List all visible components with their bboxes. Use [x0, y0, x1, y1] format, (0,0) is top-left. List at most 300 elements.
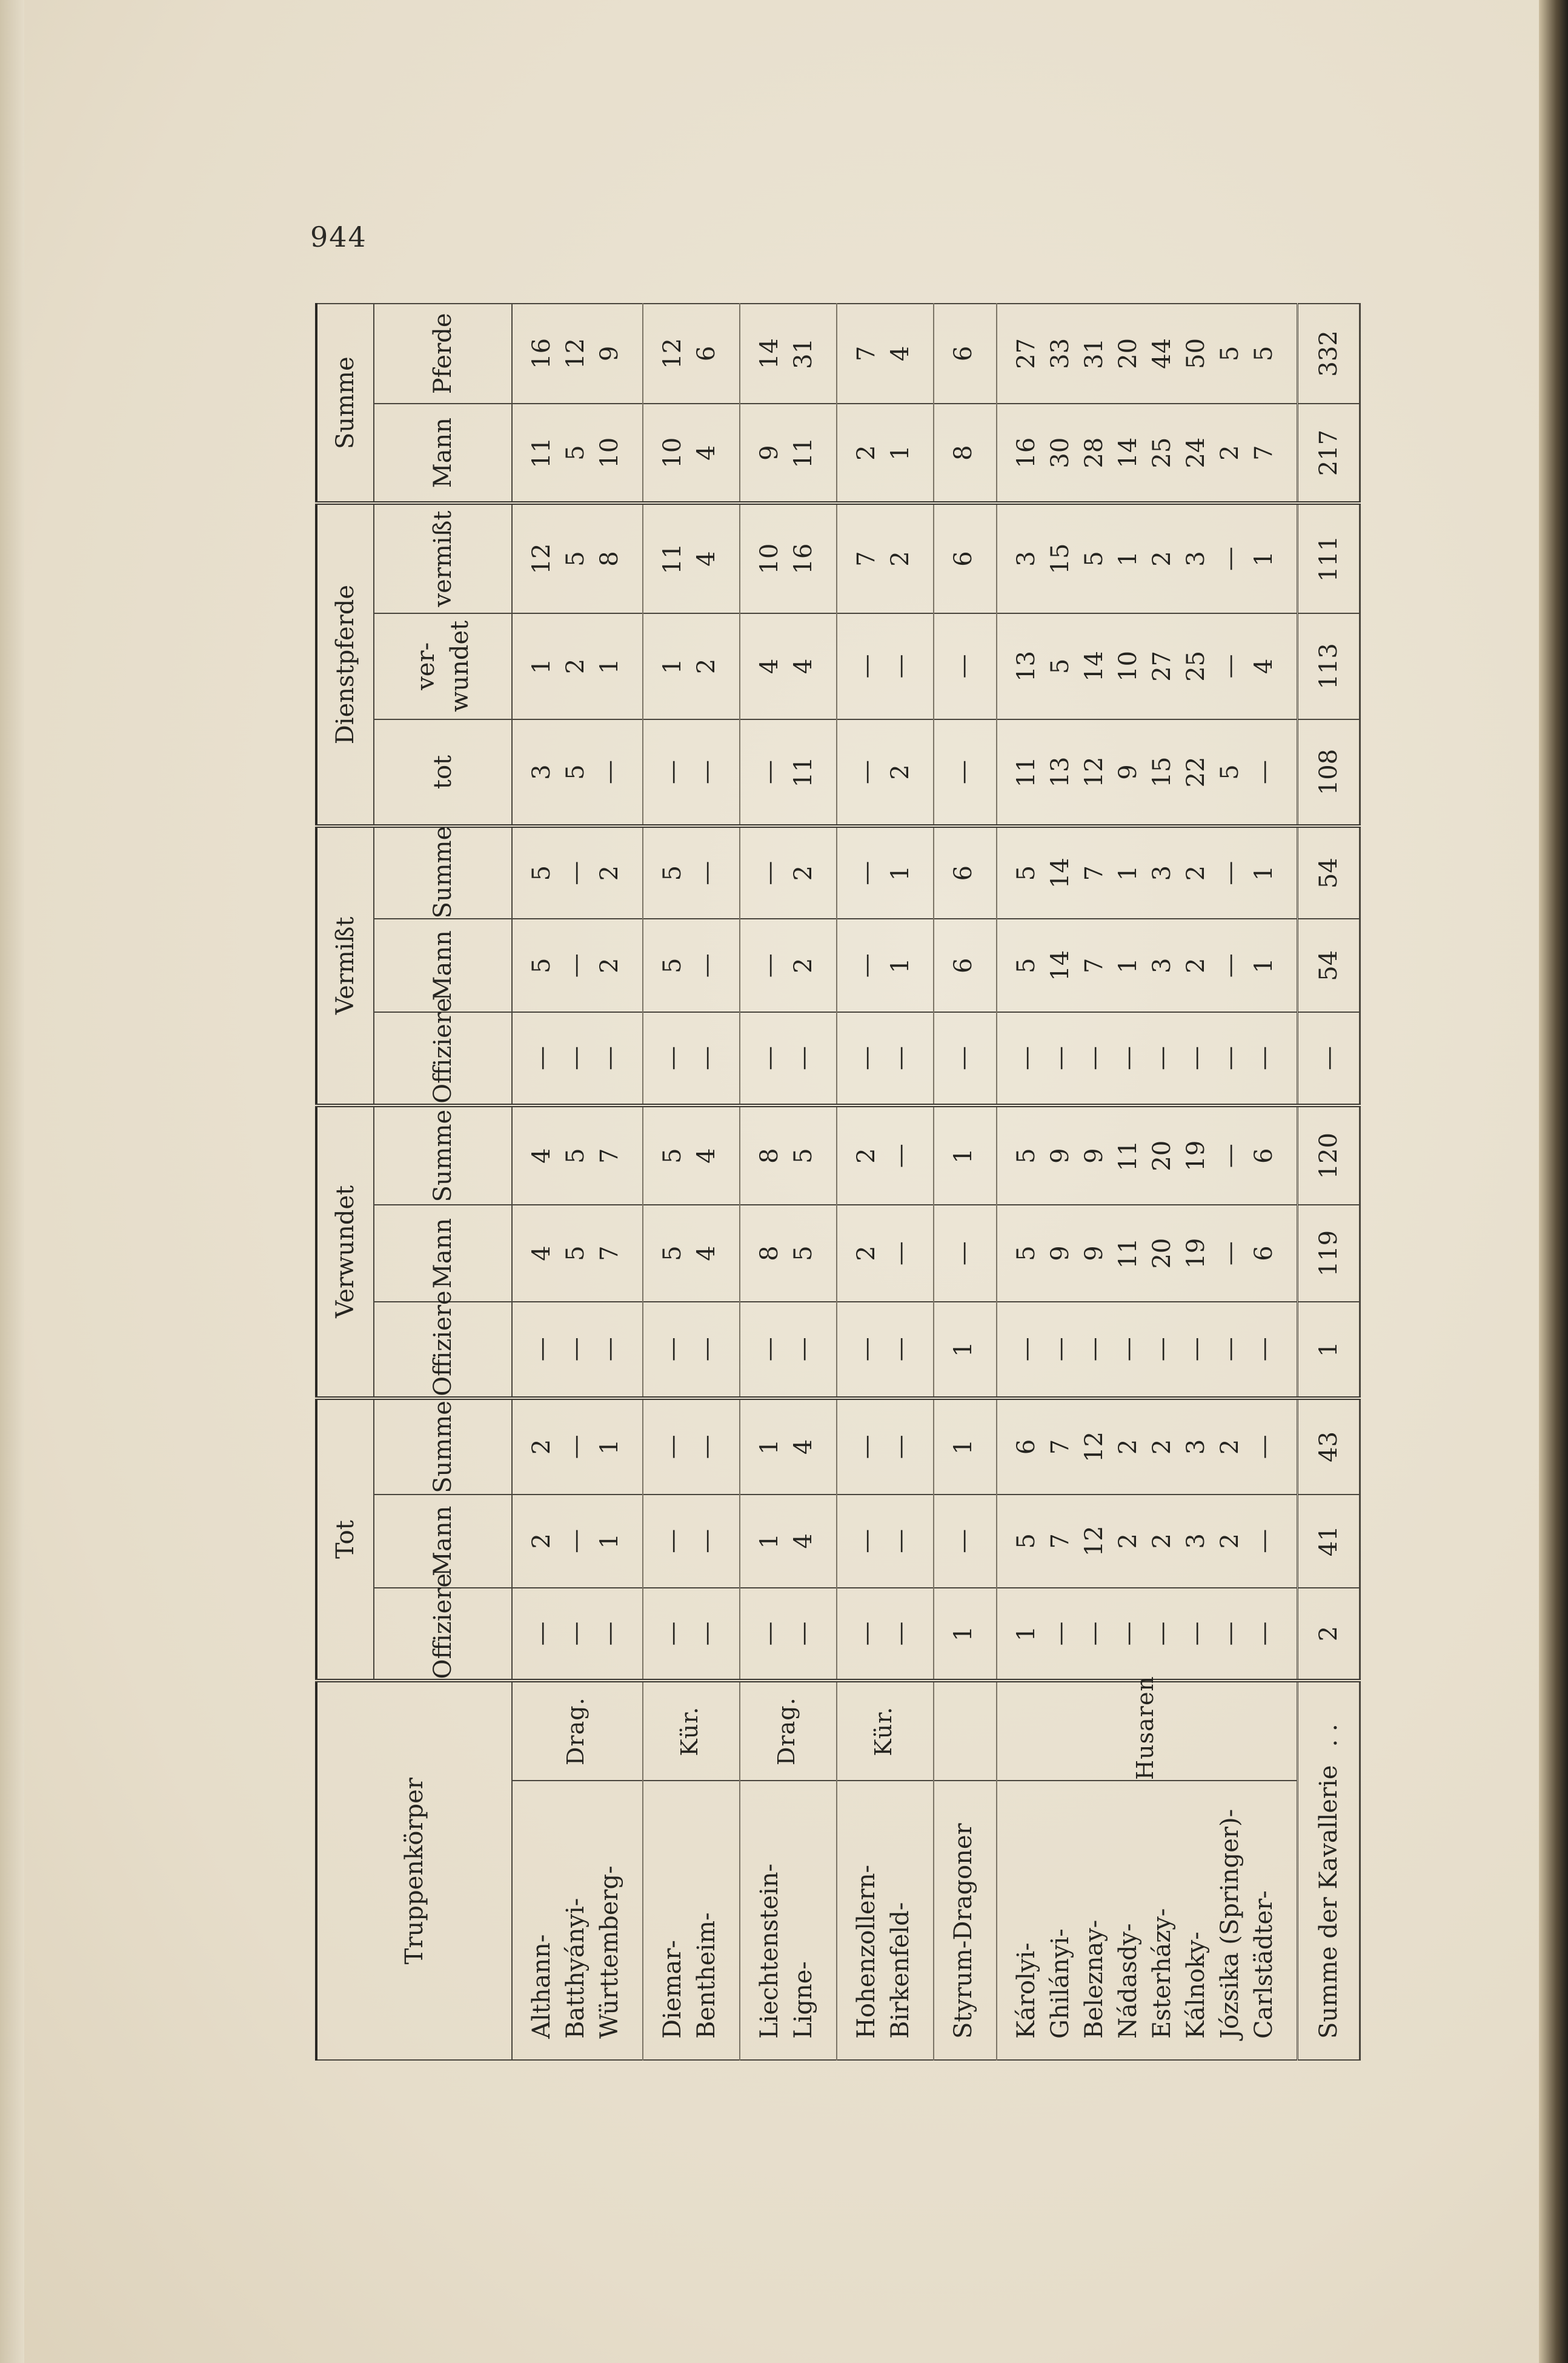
- cell-value: 15: [1046, 543, 1074, 575]
- cell-value: —: [1046, 1045, 1074, 1070]
- value-cell: [643, 719, 740, 826]
- cell-value: 2: [886, 551, 914, 567]
- value-cell: [934, 613, 997, 720]
- cell-value: 2: [1216, 445, 1244, 461]
- value-cell: [740, 304, 837, 404]
- value-cell: [934, 1205, 997, 1301]
- cell-value: —: [1250, 759, 1278, 784]
- header-truppenkoerper: Truppenkörper: [316, 1681, 512, 2060]
- cell-value: 14: [1046, 950, 1074, 981]
- cell-value: —: [1216, 1241, 1244, 1266]
- cell-value: 7: [1080, 958, 1108, 974]
- total-value: 332: [1298, 304, 1360, 404]
- cell-value: 5: [562, 445, 590, 461]
- value-cell: [740, 1012, 837, 1105]
- cell-value: 12: [1080, 756, 1108, 788]
- cell-value: 2: [852, 1245, 880, 1261]
- cell-value: —: [886, 1337, 914, 1362]
- cell-value: —: [949, 654, 977, 679]
- cell-value: 14: [1114, 437, 1142, 468]
- total-row: [1298, 304, 1360, 2060]
- value-cell: [837, 304, 934, 404]
- value-cell: [837, 826, 934, 919]
- cell-value: 12: [528, 543, 556, 575]
- cell-value: 20: [1114, 338, 1142, 369]
- cell-value: 25: [1182, 650, 1210, 682]
- cell-value: 1: [949, 1439, 977, 1455]
- cell-value: 11: [789, 437, 817, 468]
- cell-value: —: [756, 953, 783, 978]
- table-row: [643, 304, 740, 2060]
- cell-value: 3: [1182, 1533, 1210, 1549]
- value-cell: [740, 1205, 837, 1301]
- cell-value: 8: [756, 1148, 783, 1164]
- unit-type: Kür.: [837, 1681, 934, 1781]
- cell-value: 2: [1182, 958, 1210, 974]
- header-dp-verwundet: ver- wundet: [374, 613, 512, 720]
- cell-value: 3: [1012, 551, 1040, 567]
- cell-value: 33: [1046, 338, 1074, 369]
- cell-value: 5: [659, 958, 686, 974]
- cell-value: —: [1148, 1337, 1176, 1362]
- total-dots: . .: [1315, 1724, 1343, 1747]
- header-dienstpferde: Dienstpferde: [316, 503, 374, 825]
- total-value: 2: [1298, 1588, 1360, 1681]
- value-cell: [837, 719, 934, 826]
- cell-value: —: [1080, 1337, 1108, 1362]
- cell-value: —: [886, 654, 914, 679]
- cell-value: 6: [949, 551, 977, 567]
- cell-value: —: [949, 759, 977, 784]
- cell-value: 6: [949, 958, 977, 974]
- cell-value: —: [659, 1528, 686, 1553]
- cell-value: —: [756, 861, 783, 885]
- total-value: 54: [1298, 919, 1360, 1012]
- cell-value: —: [596, 1337, 623, 1362]
- cell-value: 5: [562, 551, 590, 567]
- value-cell: [997, 1012, 1298, 1105]
- cell-value: 5: [528, 958, 556, 974]
- cell-value: 6: [949, 345, 977, 362]
- value-cell: [934, 1495, 997, 1588]
- total-value: 217: [1298, 404, 1360, 504]
- cell-value: 5: [659, 865, 686, 881]
- cell-value: —: [1250, 1435, 1278, 1459]
- total-value: 1: [1298, 1302, 1360, 1398]
- cell-value: —: [949, 1241, 977, 1266]
- cell-value: 6: [1250, 1148, 1278, 1164]
- cell-value: 7: [852, 551, 880, 567]
- header-verwundet-mann: Mann: [374, 1205, 512, 1301]
- value-cell: [934, 719, 997, 826]
- cell-value: 5: [1216, 345, 1244, 362]
- value-cell: [512, 304, 643, 404]
- header-tot-mann: Mann: [374, 1495, 512, 1588]
- cell-value: —: [886, 1528, 914, 1553]
- cell-value: —: [852, 654, 880, 679]
- cell-value: 9: [1046, 1148, 1074, 1164]
- cell-value: 31: [1080, 338, 1108, 369]
- cell-value: 6: [949, 865, 977, 881]
- value-cell: [997, 613, 1298, 720]
- unit-name: Carlstädter-: [1250, 1890, 1278, 2039]
- value-cell: [643, 826, 740, 919]
- cell-value: 1: [1250, 551, 1278, 567]
- cell-value: 2: [1182, 865, 1210, 881]
- table-row: [512, 304, 643, 2060]
- value-cell: [740, 1302, 837, 1398]
- cell-value: —: [886, 1045, 914, 1070]
- value-cell: [643, 304, 740, 404]
- value-cell: [934, 1105, 997, 1205]
- cell-value: 1: [528, 658, 556, 675]
- cell-value: —: [528, 1045, 556, 1070]
- cell-value: 5: [1250, 345, 1278, 362]
- cell-value: 11: [528, 437, 556, 468]
- value-cell: [997, 404, 1298, 504]
- cell-value: —: [693, 953, 720, 978]
- value-cell: [837, 1012, 934, 1105]
- value-cell: [837, 1588, 934, 1681]
- header-verwundet-summe: Summe: [374, 1105, 512, 1205]
- unit-name: Kálnoky-: [1182, 1931, 1210, 2039]
- unit-name: Birkenfeld-: [886, 1902, 914, 2039]
- unit-names: [512, 1781, 643, 2060]
- table-body: [512, 304, 1360, 2060]
- unit-name: Ghilányi-: [1046, 1928, 1074, 2039]
- cell-value: 2: [789, 958, 817, 974]
- cell-value: 6: [693, 345, 720, 362]
- cell-value: —: [1216, 1144, 1244, 1168]
- cell-value: 20: [1148, 1238, 1176, 1269]
- cell-value: —: [1250, 1621, 1278, 1646]
- total-value: 120: [1298, 1105, 1360, 1205]
- cell-value: 11: [1114, 1238, 1142, 1269]
- unit-name: Károlyi-: [1012, 1942, 1040, 2039]
- cell-value: 5: [1012, 1533, 1040, 1549]
- value-cell: [837, 1205, 934, 1301]
- cell-value: —: [1148, 1621, 1176, 1646]
- cell-value: 1: [659, 658, 686, 675]
- cell-value: 1: [949, 1625, 977, 1642]
- cell-value: —: [1216, 861, 1244, 885]
- cell-value: —: [852, 1621, 880, 1646]
- cell-value: —: [562, 1337, 590, 1362]
- cell-value: 15: [1148, 756, 1176, 788]
- value-cell: [512, 503, 643, 613]
- cell-value: —: [949, 1045, 977, 1070]
- cell-value: 2: [528, 1439, 556, 1455]
- value-cell: [643, 1205, 740, 1301]
- cell-value: 4: [693, 551, 720, 567]
- cell-value: 4: [789, 1439, 817, 1455]
- cell-value: —: [1250, 1528, 1278, 1553]
- header-tot: Tot: [316, 1398, 374, 1681]
- cell-value: 31: [789, 338, 817, 369]
- cell-value: 50: [1182, 338, 1210, 369]
- cell-value: 4: [756, 658, 783, 675]
- cell-value: —: [693, 1528, 720, 1553]
- cell-value: 12: [562, 338, 590, 369]
- unit-name: Beleznay-: [1080, 1919, 1108, 2039]
- cell-value: 2: [1216, 1439, 1244, 1455]
- cell-value: —: [852, 1435, 880, 1459]
- cell-value: 1: [596, 1533, 623, 1549]
- value-cell: [837, 919, 934, 1012]
- cell-value: —: [562, 1621, 590, 1646]
- cell-value: —: [852, 1337, 880, 1362]
- unit-name: Hohenzollern-: [852, 1865, 880, 2039]
- cell-value: —: [693, 1337, 720, 1362]
- unit-names: [643, 1781, 740, 2060]
- value-cell: [740, 919, 837, 1012]
- unit-name: Nádasdy-: [1114, 1923, 1142, 2039]
- cell-value: 14: [1080, 650, 1108, 682]
- value-cell: [997, 304, 1298, 404]
- value-cell: [934, 1302, 997, 1398]
- cell-value: 4: [528, 1245, 556, 1261]
- value-cell: [512, 919, 643, 1012]
- value-cell: [837, 1398, 934, 1495]
- cell-value: —: [693, 1621, 720, 1646]
- unit-name: Württemberg-: [596, 1865, 623, 2039]
- cell-value: 11: [1012, 756, 1040, 788]
- cell-value: 14: [756, 338, 783, 369]
- cell-value: —: [756, 759, 783, 784]
- header-summe-pferde: Pferde: [374, 304, 512, 404]
- unit-name: Styrum-Dragoner: [949, 1823, 977, 2039]
- cell-value: —: [756, 1337, 783, 1362]
- cell-value: —: [1250, 1337, 1278, 1362]
- cell-value: 27: [1012, 338, 1040, 369]
- cell-value: 4: [789, 658, 817, 675]
- value-cell: [740, 1398, 837, 1495]
- value-cell: [934, 404, 997, 504]
- value-cell: [643, 1588, 740, 1681]
- cell-value: —: [756, 1621, 783, 1646]
- value-cell: [997, 1495, 1298, 1588]
- cell-value: 7: [596, 1245, 623, 1261]
- cell-value: 1: [1114, 958, 1142, 974]
- cell-value: —: [789, 1621, 817, 1646]
- value-cell: [643, 1495, 740, 1588]
- unit-names: [997, 1781, 1298, 2060]
- cell-value: —: [693, 861, 720, 885]
- total-label-cell: [1298, 1681, 1360, 2060]
- cell-value: 9: [1114, 764, 1142, 780]
- header-summe-mann: Mann: [374, 404, 512, 504]
- cell-value: —: [562, 1435, 590, 1459]
- cell-value: 2: [1114, 1533, 1142, 1549]
- cell-value: —: [693, 759, 720, 784]
- cell-value: 3: [528, 764, 556, 780]
- cell-value: —: [596, 1621, 623, 1646]
- cell-value: 1: [1114, 551, 1142, 567]
- cell-value: 5: [789, 1148, 817, 1164]
- cell-value: —: [1148, 1045, 1176, 1070]
- value-cell: [643, 1105, 740, 1205]
- header-group-row: [316, 304, 374, 2060]
- unit-name: Esterházy-: [1148, 1908, 1176, 2039]
- cell-value: —: [562, 1045, 590, 1070]
- value-cell: [934, 826, 997, 919]
- cell-value: 12: [1080, 1431, 1108, 1462]
- cell-value: —: [789, 1337, 817, 1362]
- header-tot-offiziere: Offiziere: [374, 1588, 512, 1681]
- cell-value: 5: [528, 865, 556, 881]
- cell-value: 2: [852, 1148, 880, 1164]
- unit-names: [740, 1781, 837, 2060]
- total-value: 54: [1298, 826, 1360, 919]
- cell-value: 16: [528, 338, 556, 369]
- cell-value: 25: [1148, 437, 1176, 468]
- page-number: 944: [310, 221, 367, 253]
- value-cell: [934, 919, 997, 1012]
- value-cell: [997, 826, 1298, 919]
- cell-value: —: [1182, 1045, 1210, 1070]
- cell-value: 2: [528, 1533, 556, 1549]
- cell-value: —: [886, 1144, 914, 1168]
- cell-value: —: [1080, 1621, 1108, 1646]
- value-cell: [643, 1398, 740, 1495]
- cell-value: 10: [659, 437, 686, 468]
- cell-value: 30: [1046, 437, 1074, 468]
- cell-value: 5: [562, 764, 590, 780]
- cell-value: —: [852, 759, 880, 784]
- cell-value: —: [1216, 953, 1244, 978]
- cell-value: —: [562, 1528, 590, 1553]
- cell-value: 11: [1114, 1140, 1142, 1172]
- cell-value: 1: [596, 1439, 623, 1455]
- header-summe: Summe: [316, 304, 374, 503]
- value-cell: [997, 1105, 1298, 1205]
- cell-value: —: [1216, 546, 1244, 571]
- cell-value: 2: [693, 658, 720, 675]
- value-cell: [837, 613, 934, 720]
- value-cell: [934, 1012, 997, 1105]
- value-cell: [997, 1205, 1298, 1301]
- cell-value: 1: [1250, 865, 1278, 881]
- unit-type: Drag.: [512, 1681, 643, 1781]
- cell-value: 24: [1182, 437, 1210, 468]
- unit-names: [934, 1781, 997, 2060]
- value-cell: [997, 1398, 1298, 1495]
- cell-value: 2: [1148, 1533, 1176, 1549]
- value-cell: [837, 404, 934, 504]
- cell-value: —: [528, 1337, 556, 1362]
- header-vermisst-offiziere: Offiziere: [374, 1012, 512, 1105]
- table-row: [740, 304, 837, 2060]
- cell-value: —: [852, 1528, 880, 1553]
- value-cell: [837, 1495, 934, 1588]
- cell-value: 8: [949, 445, 977, 461]
- cell-value: 1: [1012, 1625, 1040, 1642]
- value-cell: [934, 304, 997, 404]
- value-cell: [643, 503, 740, 613]
- cell-value: 44: [1148, 338, 1176, 369]
- header-tot-summe: Summe: [374, 1398, 512, 1495]
- cell-value: 7: [852, 345, 880, 362]
- cell-value: 14: [1046, 858, 1074, 889]
- cell-value: 2: [852, 445, 880, 461]
- value-cell: [934, 1398, 997, 1495]
- cell-value: 5: [789, 1245, 817, 1261]
- cell-value: 4: [789, 1533, 817, 1549]
- cell-value: 28: [1080, 437, 1108, 468]
- cell-value: 7: [596, 1148, 623, 1164]
- cell-value: 6: [1250, 1245, 1278, 1261]
- cell-value: 5: [1080, 551, 1108, 567]
- cell-value: 5: [1046, 658, 1074, 675]
- value-cell: [740, 719, 837, 826]
- cell-value: 27: [1148, 650, 1176, 682]
- unit-name: Batthyányi-: [562, 1898, 590, 2039]
- cell-value: —: [1114, 1621, 1142, 1646]
- cell-value: —: [852, 861, 880, 885]
- cell-value: 3: [1182, 551, 1210, 567]
- value-cell: [740, 1495, 837, 1588]
- cell-value: 1: [1114, 865, 1142, 881]
- cell-value: —: [886, 1241, 914, 1266]
- cell-value: 1: [949, 1148, 977, 1164]
- cell-value: 3: [1148, 958, 1176, 974]
- cell-value: 1: [886, 445, 914, 461]
- cell-value: 4: [693, 1148, 720, 1164]
- value-cell: [512, 719, 643, 826]
- unit-names: [837, 1781, 934, 2060]
- cell-value: —: [886, 1621, 914, 1646]
- value-cell: [512, 1205, 643, 1301]
- cell-value: 7: [1046, 1533, 1074, 1549]
- unit-name: Józsika (Springer)-: [1216, 1808, 1244, 2039]
- cell-value: —: [1046, 1337, 1074, 1362]
- value-cell: [740, 613, 837, 720]
- value-cell: [643, 404, 740, 504]
- header-verwundet-offiziere: Offiziere: [374, 1302, 512, 1398]
- cell-value: 4: [1250, 658, 1278, 675]
- page-edge-shadow: [1539, 0, 1568, 2363]
- cell-value: 3: [1182, 1439, 1210, 1455]
- value-cell: [997, 719, 1298, 826]
- cell-value: —: [693, 1045, 720, 1070]
- cell-value: —: [659, 1435, 686, 1459]
- unit-name: Ligne-: [789, 1961, 817, 2039]
- cell-value: 19: [1182, 1238, 1210, 1269]
- cell-value: —: [562, 953, 590, 978]
- cell-value: 4: [886, 345, 914, 362]
- cell-value: 7: [1250, 445, 1278, 461]
- cell-value: —: [1182, 1337, 1210, 1362]
- value-cell: [512, 613, 643, 720]
- value-cell: [643, 919, 740, 1012]
- value-cell: [997, 919, 1298, 1012]
- unit-type: Husaren: [997, 1681, 1298, 1781]
- total-value: 43: [1298, 1398, 1360, 1495]
- cell-value: 16: [1012, 437, 1040, 468]
- cell-value: —: [886, 1435, 914, 1459]
- value-cell: [934, 503, 997, 613]
- casualty-table: [315, 303, 1361, 2061]
- value-cell: [740, 1588, 837, 1681]
- total-label: Summe der Kavallerie: [1315, 1765, 1343, 2039]
- cell-value: 1: [596, 658, 623, 675]
- cell-value: 2: [1148, 1439, 1176, 1455]
- unit-type: Kür.: [643, 1681, 740, 1781]
- total-value: —: [1298, 1012, 1360, 1105]
- cell-value: 5: [1012, 865, 1040, 881]
- cell-value: —: [1216, 654, 1244, 679]
- unit-type: Drag.: [740, 1681, 837, 1781]
